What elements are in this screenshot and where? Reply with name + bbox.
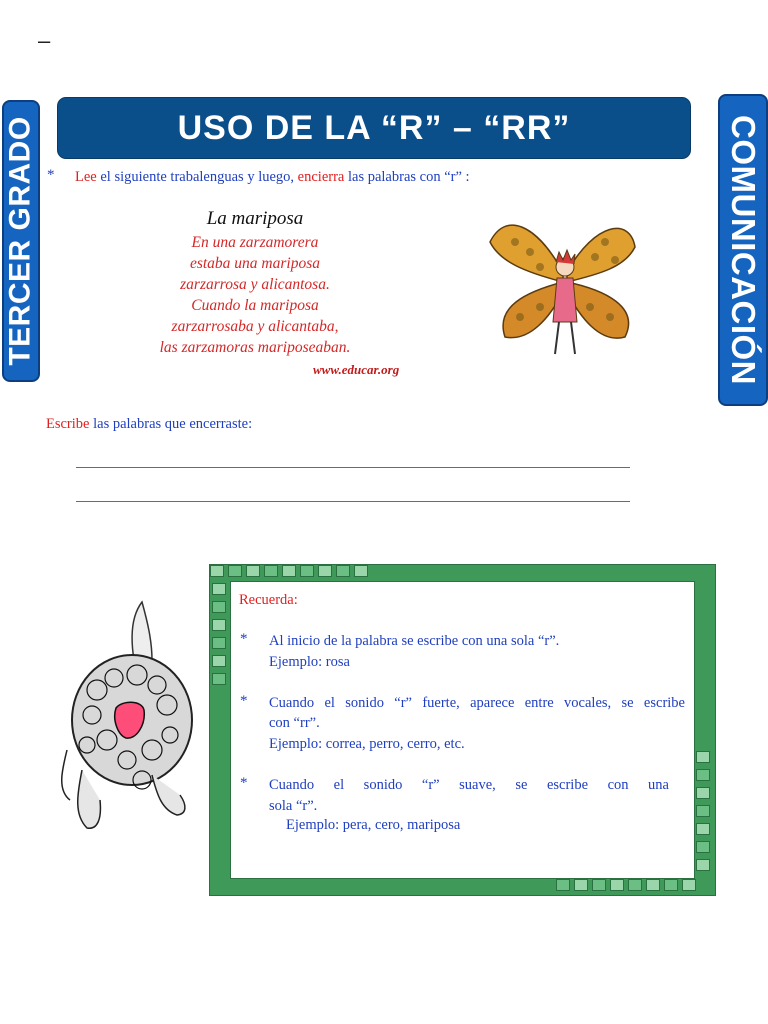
instruction-part-2: las palabras con “r” : — [344, 169, 470, 185]
rule-2-text: Cuando el sonido “r” fuerte, aparece entre vocales, se escribe — [269, 695, 685, 711]
butterfly-fairy-illustration — [485, 212, 645, 362]
corner-dash: – — [38, 28, 51, 53]
instruction-bullet: * — [47, 167, 55, 183]
instruction-part-1: el siguiente trabalenguas y luego, — [96, 169, 298, 185]
poem-line: zarzarrosa y alicantosa. — [180, 276, 330, 293]
rule-3-text-cont: sola “r”. — [269, 798, 318, 814]
poem — [110, 208, 400, 358]
poem-line: En una zarzamorera — [191, 234, 319, 251]
rule-1-example: Ejemplo: rosa — [269, 654, 350, 670]
instruction-verb-circle: encierra — [297, 169, 345, 185]
poem-line: las zarzamoras mariposeaban. — [159, 339, 351, 356]
answer-line-1[interactable] — [76, 467, 630, 468]
grade-label: TERCER GRADO — [4, 116, 37, 366]
rule-1-text: Al inicio de la palabra se escribe con una sola “r”. — [269, 633, 560, 649]
poem-line: zarzarrosaba y alicantaba, — [171, 318, 339, 335]
write-verb: Escribe — [46, 416, 90, 432]
recuerda-heading: Recuerda: — [239, 592, 298, 608]
poem-line: Cuando la mariposa — [191, 297, 319, 314]
page-title: USO DE LA “R” – “RR” — [57, 97, 691, 159]
poem-title: La mariposa — [206, 208, 304, 229]
subject-label: COMUNICACIÓN — [725, 115, 763, 385]
rule-bullet: * — [240, 693, 248, 709]
scribbled-dog-illustration — [52, 600, 197, 835]
poem-line: estaba una mariposa — [189, 255, 321, 272]
rule-2-text-cont: con “rr”. — [269, 715, 320, 731]
instruction-verb-read: Lee — [75, 169, 97, 185]
instruction-text — [75, 169, 470, 186]
rule-bullet: * — [240, 631, 248, 647]
answer-line-2[interactable] — [76, 501, 630, 502]
poem-credit: www.educar.org — [313, 362, 400, 377]
rule-3-example: Ejemplo: pera, cero, mariposa — [286, 817, 461, 833]
write-instruction — [46, 416, 252, 433]
rule-2-example: Ejemplo: correa, perro, cerro, etc. — [269, 736, 465, 752]
subject-side-tab — [718, 94, 768, 406]
rule-3-text: Cuando el sonido “r” suave, se escribe con una — [269, 777, 669, 793]
rule-bullet: * — [240, 775, 248, 791]
write-text: las palabras que encerraste: — [89, 416, 253, 432]
grade-side-tab — [2, 100, 40, 382]
